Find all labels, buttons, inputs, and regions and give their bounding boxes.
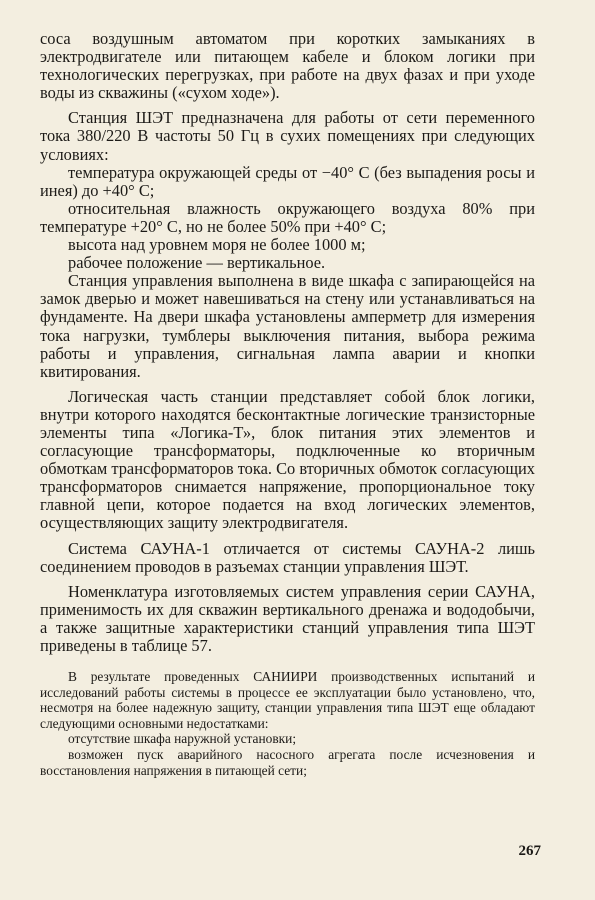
- condition-position: рабочее положение — вертикальное.: [68, 253, 326, 273]
- page-number: 267: [518, 843, 541, 859]
- paragraph-continuation: соса воздушным автоматом при коротких замыканиях в электродвигателе или питающем кабеле и блоком логики при технологических перегрузках, при работе на двух фазах и при уходе воды из скважины («сухом ходе»).: [40, 29, 535, 103]
- paragraph-cabinet: Станция управления выполнена в виде шкафа с запирающейся на замок дверью и может навешиваться на стену или устанавливаться на фундаменте. На двери шкафа установлены амперметр для измерения тока нагрузки, тумблеры выключения питания, выбора режима работы и управления, сигнальная лампа аварии и кнопки квитирования.: [40, 271, 535, 381]
- paragraph-sauna-difference: Система САУНА-1 отличается от системы САУНА-2 лишь соединением проводов в разъемах станции управления ШЭТ.: [40, 538, 535, 576]
- paragraph-station-purpose: Станция ШЭТ предназначена для работы от сети переменного тока 380/220 В частоты 50 Гц в сухих помещениях при следующих условиях:: [40, 108, 535, 164]
- condition-humidity: относительная влажность окружающего воздуха 80% при температуре +20° С, но не более 50% при +40° С;: [40, 198, 535, 236]
- note-item-restart: возможен пуск аварийного насосного агрегата после исчезновения и восстановления напряжения в питающей сети;: [40, 747, 535, 778]
- condition-altitude: высота над уровнем моря не более 1000 м;: [68, 235, 366, 255]
- small-print-section: [40, 669, 535, 778]
- note-item-cabinet: отсутствие шкафа наружной установки;: [68, 731, 297, 747]
- main-text: [40, 30, 535, 655]
- paragraph-logic-unit: Логическая часть станции представляет собой блок логики, внутри которого находятся бесконтактные логические транзисторные элементы типа «Логика-Т», блок питания этих элементов и согласующие трансформаторы, подключенные ко вторичным обмоткам трансформаторов тока. Со вторичных обмоток согласующих трансформаторов снимается напряжение, пропорциональное току главной цепи, которое подается на вход логических элементов, осуществляющих защиту электродвигателя.: [40, 386, 535, 533]
- note-paragraph: В результате проведенных САНИИРИ производственных испытаний и исследований работы системы в процессе ее эксплуатации было установлено, что, несмотря на более надежную защиту, станции управления типа ШЭТ еще обладают следующими основными недостатками:: [40, 669, 535, 731]
- condition-temperature: температура окружающей среды от −40° С (без выпадения росы и инея) до +40° С;: [40, 162, 535, 200]
- paragraph-nomenclature: Номенклатура изготовляемых систем управления серии САУНА, применимость их для скважин вертикального дренажа и вододобычи, а также защитные характеристики станций управления типа ШЭТ приведены в таблице 57.: [40, 581, 535, 655]
